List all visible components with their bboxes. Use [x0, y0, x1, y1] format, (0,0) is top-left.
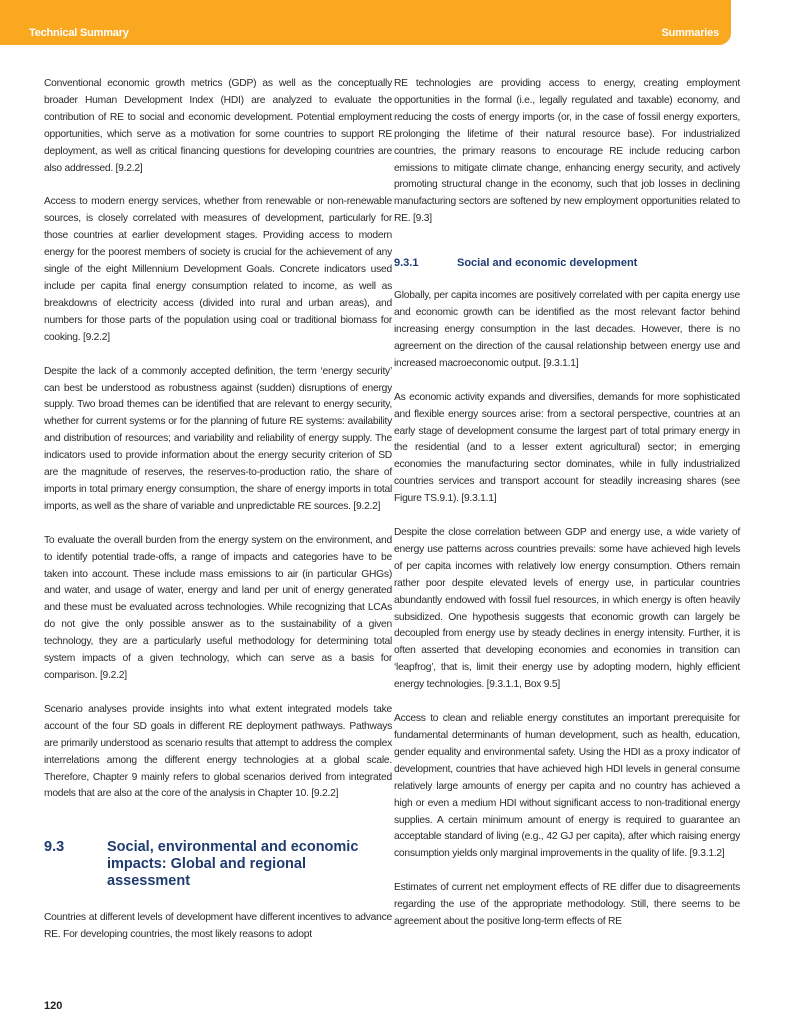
right-column	[394, 76, 740, 931]
paragraph-energy-security: Despite the lack of a commonly accepted definition, the term ‘energy security’ can best be understood as robustness against (sudden) disruptions of energy supply. Two broad themes can be identified that are relevant to energy security, whether for current systems or for the planning of future RE systems: availability and distribution of resources; and variability and reliability of energy supply. The indicators used to provide information about the energy security criterion of SD are the magnitude of reserves, the reserves-to-production ratio, the share of imports in total primary energy consumption, the share of energy imports in total imports, as well as the share of variable and unpredictable RE sources. [9.2.2]	[44, 365, 392, 512]
header-section-label: Summaries	[661, 27, 719, 39]
paragraph-gdp-hdi: Conventional economic growth metrics (GDP) as well as the conceptually broader Human Development Index (HDI) are analyzed to evaluate the contribution of RE to social and economic development. Potential employment opportunities, which serve as a motivation for some countries to support RE deployment, as well as critical financing questions for developing countries are also addressed. [9.2.2]	[44, 78, 392, 174]
left-column	[44, 76, 392, 944]
paragraph-employment-effects: Estimates of current net employment effects of RE differ due to disagreements regarding the use of the appropriate methodology. Still, there seems to be agreement about the positive long-term effects of RE	[394, 882, 740, 928]
paragraph-human-development: Access to clean and reliable energy constitutes an important prerequisite for fundamental determinants of human development, such as health, education, gender equality and environmental safety. Using the HDI as a proxy indicator of development, countries that have achieved high HDI levels in general consume relatively large amounts of energy per capita and no country has achieved a high or even a medium HDI without significant access to non-traditional energy supplies. A certain minimum amount of energy is required to guarantee an acceptable standard of living (e.g., 42 GJ per capita), after which raising energy consumption yields only marginal improvements in the quality of life. [9.3.1.2]	[394, 713, 740, 860]
paragraph-energy-use-patterns: Despite the close correlation between GDP and energy use, a wide variety of energy use patterns across countries prevails: some have achieved high levels of per capita incomes with relatively low energy consumption. Others remain rather poor despite elevated levels of energy use, in particular countries abundantly endowed with fossil fuel resources, in which energy is often heavily subsidized. One hypothesis suggests that economic growth can largely be decoupled from energy use by steady declines in energy intensity. Further, it is often asserted that developing economies and economies in transition can ‘leapfrog’, that is, limit their energy use by adopting modern, highly efficient energy technologies. [9.3.1.1, Box 9.5]	[394, 527, 740, 691]
paragraph-energy-access: Access to modern energy services, whether from renewable or non-renewable sources, is closely correlated with measures of development, particularly for those countries at earlier development stages. Providing access to modern energy for the poorest members of society is crucial for the achievement of any single of the eight Millennium Development Goals. Concrete indicators used include per capita final energy consumption related to income, as well as breakdowns of electricity access (divided into rural and urban areas), and numbers for those parts of the population using coal or traditional biomass for cooking. [9.2.2]	[44, 196, 392, 343]
paragraph-development-incentives: Countries at different levels of development have different incentives to advance RE. For developing countries, the most likely reasons to adopt	[44, 912, 392, 941]
page-number: 120	[44, 1000, 63, 1012]
paragraph-environmental-burden: To evaluate the overall burden from the energy system on the environment, and to identify potential trade-offs, a range of impacts and categories have to be taken into account. These include mass emissions to air (in particular GHGs) and water, and usage of water, energy and land per unit of energy generated and these must be evaluated across technologies. While recognizing that LCAs do not give the only possible answer as to the sustainability of a given technology, they are a particularly useful methodology for determining total system impacts of a given technology, which can serve as a basis for comparison. [9.2.2]	[44, 534, 392, 681]
paragraph-income-energy-correlation: Globally, per capita incomes are positively correlated with per capita energy use and economic growth can be identified as the most relevant factor behind increasing energy consumption in the last decades. However, there is no agreement on the direction of the causal relationship between energy use and increased macroeconomic output. [9.3.1.1]	[394, 290, 740, 369]
subsection-number: 9.3.1	[394, 257, 419, 270]
running-header-bar	[0, 0, 731, 45]
section-title: Social, environmental and economic impacts: Global and regional assessment	[107, 839, 359, 890]
section-number: 9.3	[44, 839, 65, 856]
paragraph-re-motivations: RE technologies are providing access to energy, creating employment opportunities in the formal (i.e., legally regulated and taxable) economy, and reducing the costs of energy imports (or, in the case of fossil energy exporters, prolonging the lifetime of their natural resource base). For industrialized countries, the primary reasons to encourage RE include reducing carbon emissions to mitigate climate change, enhancing energy security, and actively promoting structural change in the economy, such that job losses in declining manufacturing sectors are softened by new employment opportunities related to RE. [9.3]	[394, 78, 740, 225]
paragraph-sectoral-demand: As economic activity expands and diversifies, demands for more sophisticated and flexible energy sources arise: from a sectoral perspective, countries at an early stage of development consume the largest part of total primary energy in the residential (and to a lesser extent agricultural) sector; in emerging economies the manufacturing sector dominates, while in fully industrialized countries services and transport account for steadily increasing shares (see Figure TS.9.1). [9.3.1.1]	[394, 391, 740, 505]
subsection-title: Social and economic development	[457, 257, 638, 270]
subsection-heading-9-3-1	[394, 255, 740, 271]
paragraph-scenario-analyses: Scenario analyses provide insights into what extent integrated models take account of the four SD goals in different RE deployment pathways. Pathways are primarily understood as scenario results that attempt to address the complex interrelations among the different energy technologies at a global scale. Therefore, Chapter 9 mainly refers to global scenarios derived from integrated models that are also at the core of the analysis in Chapter 10. [9.2.2]	[44, 703, 392, 800]
section-heading-9-3	[44, 839, 392, 890]
header-chapter-label: Technical Summary	[29, 27, 129, 39]
